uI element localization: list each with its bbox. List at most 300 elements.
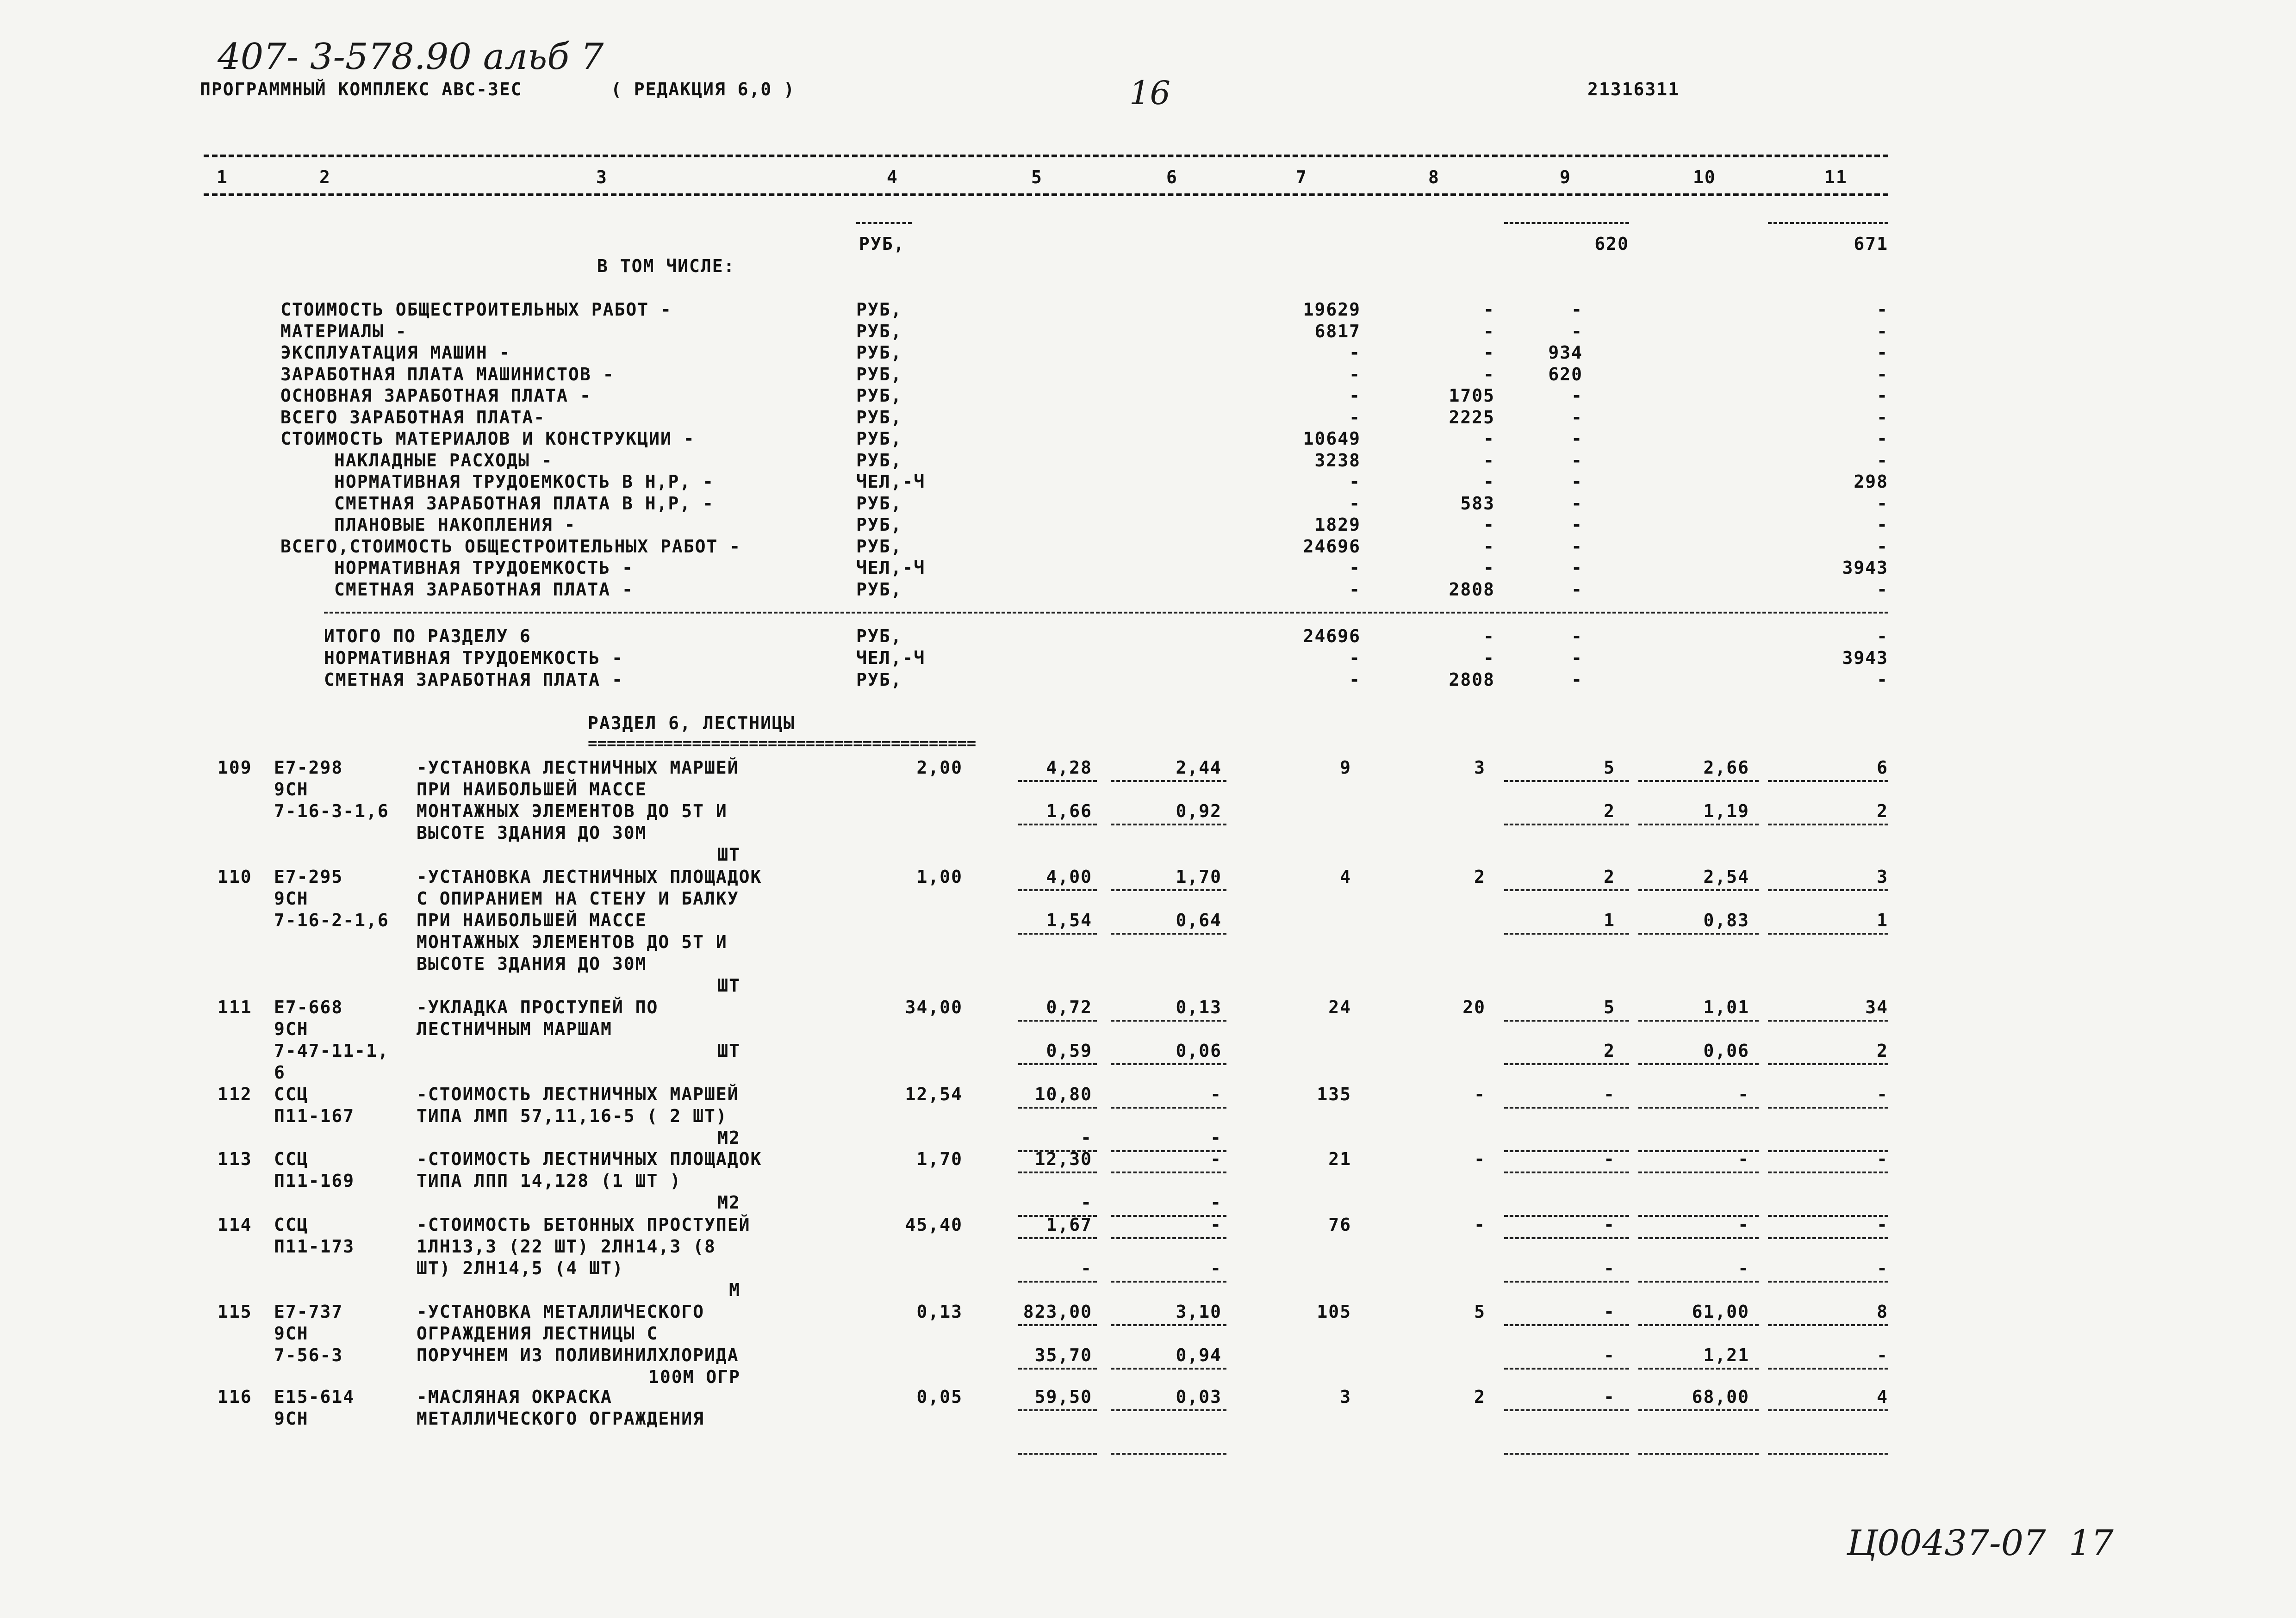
header-rule-bottom	[204, 193, 1888, 196]
summary-row-c8: -	[1483, 450, 1495, 471]
item-description: ПРИ НАИБОЛЬШЕЙ МАССЕ	[417, 779, 647, 800]
item-c5: 4,00	[1046, 867, 1092, 887]
summary-row-c11: -	[1877, 515, 1888, 535]
cell-rule	[1638, 889, 1759, 891]
item-c7: 9	[1340, 757, 1351, 778]
item-code: ССЦ	[274, 1149, 309, 1169]
cell-rule	[1018, 889, 1097, 891]
summary-row-c7: -	[1349, 407, 1361, 428]
cell-rule	[1504, 1107, 1629, 1109]
cell-rule	[1768, 1020, 1888, 1022]
total-row-c9: -	[1571, 626, 1583, 646]
summary-row-c7: 3238	[1314, 450, 1361, 471]
summary-row-c9: -	[1571, 321, 1583, 341]
cell-rule	[1111, 1063, 1226, 1065]
summary-row-c9: -	[1571, 536, 1583, 557]
summary-row-c11: 298	[1854, 471, 1888, 492]
cell-rule	[1018, 1107, 1097, 1109]
item-description: ШТ) 2ЛН14,5 (4 ШТ)	[417, 1258, 624, 1278]
item-description: ВЫСОТЕ ЗДАНИЯ ДО 30М	[417, 823, 647, 843]
item-c5-second: -	[1081, 1128, 1092, 1148]
item-c8: -	[1474, 1084, 1486, 1104]
item-c9: 5	[1604, 997, 1615, 1017]
item-c9: -	[1604, 1149, 1615, 1169]
item-c6-second: 0,94	[1176, 1345, 1222, 1365]
item-code: Е7-298	[274, 757, 343, 778]
item-description: ТИПА ЛПП 14,128 (1 ШТ )	[417, 1171, 682, 1191]
summary-row-c11: 3943	[1842, 558, 1888, 578]
summary-row-c7: 6817	[1314, 321, 1361, 341]
summary-row-label: СМЕТНАЯ ЗАРАБОТНАЯ ПЛАТА В Н,Р, -	[334, 493, 714, 514]
cell-rule	[1111, 1324, 1226, 1326]
item-c9-second: 1	[1604, 910, 1615, 930]
summary-first-c9: 620	[1594, 234, 1629, 254]
col-header: 6	[1166, 167, 1178, 187]
summary-row-c11: -	[1877, 342, 1888, 363]
item-code: П11-167	[274, 1106, 355, 1126]
item-c4: 45,40	[905, 1215, 963, 1235]
summary-row-c7: -	[1349, 342, 1361, 363]
cell-rule	[1504, 1453, 1629, 1455]
item-c5: 59,50	[1034, 1387, 1092, 1407]
item-c11: 6	[1877, 757, 1888, 778]
summary-row-label: СТОИМОСТЬ МАТЕРИАЛОВ И КОНСТРУКЦИИ -	[280, 428, 695, 449]
item-c5: 4,28	[1046, 757, 1092, 778]
item-code: Е7-295	[274, 867, 343, 887]
cell-rule	[1111, 1453, 1226, 1455]
item-c5-second: -	[1081, 1258, 1092, 1278]
item-description: -СТОИМОСТЬ ЛЕСТНИЧНЫХ МАРШЕЙ	[417, 1084, 739, 1104]
item-number: 109	[218, 757, 252, 778]
item-unit: ШТ	[717, 844, 740, 865]
item-c5: 823,00	[1023, 1302, 1092, 1322]
col-header: 2	[319, 167, 331, 187]
item-number: 110	[218, 867, 252, 887]
summary-row-label: НОРМАТИВНАЯ ТРУДОЕМКОСТЬ В Н,Р, -	[334, 471, 714, 492]
item-c11: 4	[1877, 1387, 1888, 1407]
item-c6: -	[1210, 1215, 1222, 1235]
item-description: ТИПА ЛМП 57,11,16-5 ( 2 ШТ)	[417, 1106, 728, 1126]
summary-row-label: НАКЛАДНЫЕ РАСХОДЫ -	[334, 450, 553, 471]
cell-rule	[1638, 1324, 1759, 1326]
summary-row-label: ПЛАНОВЫЕ НАКОПЛЕНИЯ -	[334, 515, 576, 535]
item-c9-second: -	[1604, 1258, 1615, 1278]
summary-row-c7: -	[1349, 364, 1361, 384]
item-c9-second: 2	[1604, 801, 1615, 821]
col-header: 5	[1031, 167, 1043, 187]
item-c11: -	[1877, 1084, 1888, 1104]
item-c5-second: -	[1081, 1192, 1092, 1213]
program-title: ПРОГРАММНЫЙ КОМПЛЕКС АВС-3ЕС	[200, 79, 523, 99]
col-header: 7	[1296, 167, 1307, 187]
item-code: П11-173	[274, 1236, 355, 1257]
cell-rule	[1504, 1063, 1629, 1065]
cell-rule	[1504, 889, 1629, 891]
cell-rule	[1638, 1172, 1759, 1173]
item-c4: 0,13	[916, 1302, 963, 1322]
cell-rule	[1504, 1020, 1629, 1022]
col-header: 1	[217, 167, 228, 187]
item-unit: ШТ	[717, 975, 740, 996]
cell-rule	[1638, 1453, 1759, 1455]
item-c6: -	[1210, 1149, 1222, 1169]
item-c10: 61,00	[1692, 1302, 1749, 1322]
item-c7: 3	[1340, 1387, 1351, 1407]
summary-row-c11: -	[1877, 385, 1888, 406]
cell-rule	[1018, 1409, 1097, 1411]
item-c7: 135	[1317, 1084, 1351, 1104]
cell-rule	[1638, 1281, 1759, 1283]
item-description: -СТОИМОСТЬ БЕТОННЫХ ПРОСТУПЕЙ	[417, 1215, 751, 1235]
item-number: 115	[218, 1302, 252, 1322]
item-code: Е7-668	[274, 997, 343, 1017]
summary-row-label: СТОИМОСТЬ ОБЩЕСТРОИТЕЛЬНЫХ РАБОТ -	[280, 299, 672, 320]
summary-row-c7: 1829	[1314, 515, 1361, 535]
item-c8: 20	[1462, 997, 1486, 1017]
summary-row-c9: -	[1571, 471, 1583, 492]
cell-rule	[1504, 1324, 1629, 1326]
summary-row-unit: РУБ,	[856, 579, 902, 600]
item-description: -СТОИМОСТЬ ЛЕСТНИЧНЫХ ПЛОЩАДОК	[417, 1149, 762, 1169]
summary-row-unit: РУБ,	[856, 342, 902, 363]
summary-row-c7: -	[1349, 558, 1361, 578]
item-code: П11-169	[274, 1171, 355, 1191]
summary-row-c8: -	[1483, 342, 1495, 363]
total-row-c11: -	[1877, 626, 1888, 646]
item-c9-second: -	[1604, 1345, 1615, 1365]
item-code: ССЦ	[274, 1215, 309, 1235]
item-c9-second: 2	[1604, 1041, 1615, 1061]
cell-rule	[1638, 1107, 1759, 1109]
item-c11: 3	[1877, 867, 1888, 887]
cell-rule	[1638, 824, 1759, 825]
item-c5: 1,67	[1046, 1215, 1092, 1235]
summary-row-unit: РУБ,	[856, 321, 902, 341]
item-number: 114	[218, 1215, 252, 1235]
summary-row-label: ВСЕГО,СТОИМОСТЬ ОБЩЕСТРОИТЕЛЬНЫХ РАБОТ -	[280, 536, 741, 557]
cell-rule	[1018, 1368, 1097, 1370]
summary-row-c9: 934	[1548, 342, 1583, 363]
summary-row-c8: -	[1483, 558, 1495, 578]
item-code: 9СН	[274, 779, 309, 800]
item-c5-second: 35,70	[1034, 1345, 1092, 1365]
total-row-unit: ЧЕЛ,-Ч	[856, 648, 926, 668]
item-description: ПОРУЧНЕМ ИЗ ПОЛИВИНИЛХЛОРИДА	[417, 1345, 739, 1365]
summary-row-c9: -	[1571, 407, 1583, 428]
item-c10-second: 0,06	[1703, 1041, 1749, 1061]
item-c7: 105	[1317, 1302, 1351, 1322]
cell-rule	[1111, 824, 1226, 825]
total-row-label: ИТОГО ПО РАЗДЕЛУ 6	[324, 626, 531, 646]
item-c11: -	[1877, 1215, 1888, 1235]
summary-row-unit: РУБ,	[856, 385, 902, 406]
total-row-c9: -	[1571, 648, 1583, 668]
summary-row-c8: -	[1483, 321, 1495, 341]
item-c10: 1,01	[1703, 997, 1749, 1017]
summary-row-c8: -	[1483, 536, 1495, 557]
item-c6-second: -	[1210, 1258, 1222, 1278]
item-c8: 2	[1474, 867, 1486, 887]
summary-row-c8: -	[1483, 299, 1495, 320]
col-header: 9	[1560, 167, 1571, 187]
item-c6: 1,70	[1176, 867, 1222, 887]
summary-row-c9: -	[1571, 515, 1583, 535]
total-row-c8: -	[1483, 626, 1495, 646]
col-header: 10	[1693, 167, 1716, 187]
item-description: МОНТАЖНЫХ ЭЛЕМЕНТОВ ДО 5Т И	[417, 932, 728, 952]
item-c8: 5	[1474, 1302, 1486, 1322]
item-c6-second: 0,92	[1176, 801, 1222, 821]
item-c7: 24	[1328, 997, 1351, 1017]
cell-rule	[1018, 1172, 1097, 1173]
summary-row-c11: -	[1877, 407, 1888, 428]
summary-row-c8: -	[1483, 428, 1495, 449]
item-code: 7-56-3	[274, 1345, 343, 1365]
cell-rule	[1111, 1409, 1226, 1411]
item-c8: 3	[1474, 757, 1486, 778]
cell-rule	[1768, 1368, 1888, 1370]
summary-row-c7: -	[1349, 493, 1361, 514]
item-unit: ШТ	[717, 1041, 740, 1061]
summary-row-c8: -	[1483, 515, 1495, 535]
item-description: ВЫСОТЕ ЗДАНИЯ ДО 30М	[417, 954, 647, 974]
summary-row-c11: -	[1877, 450, 1888, 471]
item-c4: 34,00	[905, 997, 963, 1017]
item-c5-second: 1,66	[1046, 801, 1092, 821]
cell-rule	[1111, 933, 1226, 935]
summary-row-label: ЗАРАБОТНАЯ ПЛАТА МАШИНИСТОВ -	[280, 364, 615, 384]
item-code: 7-16-3-1,6	[274, 801, 389, 821]
item-c9: 2	[1604, 867, 1615, 887]
summary-row-c8: 2808	[1449, 579, 1495, 600]
summary-row-c11: -	[1877, 428, 1888, 449]
cell-rule	[1638, 1063, 1759, 1065]
cell-rule	[1111, 889, 1226, 891]
item-c10: -	[1738, 1149, 1749, 1169]
item-number: 112	[218, 1084, 252, 1104]
item-c11: 8	[1877, 1302, 1888, 1322]
summary-row-c7: 10649	[1303, 428, 1361, 449]
cell-rule	[1018, 824, 1097, 825]
item-c10-second: 0,83	[1703, 910, 1749, 930]
summary-row-unit: РУБ,	[856, 493, 902, 514]
item-code: Е15-614	[274, 1387, 355, 1407]
item-c5: 10,80	[1034, 1084, 1092, 1104]
summary-row-c7: -	[1349, 471, 1361, 492]
cell-rule	[1638, 1368, 1759, 1370]
item-c11-second: 2	[1877, 1041, 1888, 1061]
summary-row-label: МАТЕРИАЛЫ -	[280, 321, 407, 341]
item-c6: 2,44	[1176, 757, 1222, 778]
item-description: -УСТАНОВКА МЕТАЛЛИЧЕСКОГО	[417, 1302, 704, 1322]
summary-row-unit: РУБ,	[856, 428, 902, 449]
item-description: МОНТАЖНЫХ ЭЛЕМЕНТОВ ДО 5Т И	[417, 801, 728, 821]
cell-rule	[1504, 824, 1629, 825]
cell-rule	[1768, 889, 1888, 891]
item-c4: 1,70	[916, 1149, 963, 1169]
summary-row-c9: -	[1571, 579, 1583, 600]
cell-rule	[1111, 1107, 1226, 1109]
summary-row-unit: ЧЕЛ,-Ч	[856, 471, 926, 492]
summary-row-c7: -	[1349, 385, 1361, 406]
item-code: 9СН	[274, 1408, 309, 1429]
total-row-label: НОРМАТИВНАЯ ТРУДОЕМКОСТЬ -	[324, 648, 623, 668]
item-c11-second: 1	[1877, 910, 1888, 930]
item-code: 9СН	[274, 888, 309, 909]
item-c11: 34	[1865, 997, 1888, 1017]
handwritten-doc-code: 407- 3-578.90 альб 7	[218, 36, 604, 78]
summary-row-unit: РУБ,	[856, 515, 902, 535]
column-header-row	[0, 167, 2296, 190]
total-row-c7: 24696	[1303, 626, 1361, 646]
total-row-c11: -	[1877, 670, 1888, 690]
total-row-c11: 3943	[1842, 648, 1888, 668]
handwritten-page-number: 16	[1129, 74, 1171, 112]
item-c6-second: -	[1210, 1192, 1222, 1213]
cell-rule	[1504, 1281, 1629, 1283]
summary-row-label: ВСЕГО ЗАРАБОТНАЯ ПЛАТА-	[280, 407, 546, 428]
item-c11-second: -	[1877, 1345, 1888, 1365]
cell-rule	[1768, 1063, 1888, 1065]
item-c6: -	[1210, 1084, 1222, 1104]
summary-row-c11: -	[1877, 579, 1888, 600]
item-c10: -	[1738, 1215, 1749, 1235]
item-code: 6	[274, 1062, 286, 1083]
item-c9: -	[1604, 1387, 1615, 1407]
cell-rule	[1018, 780, 1097, 782]
item-description: -УСТАНОВКА ЛЕСТНИЧНЫХ МАРШЕЙ	[417, 757, 739, 778]
summary-row-c8: -	[1483, 471, 1495, 492]
summary-row-label: НОРМАТИВНАЯ ТРУДОЕМКОСТЬ -	[334, 558, 634, 578]
item-c6-second: 0,64	[1176, 910, 1222, 930]
col-header: 4	[887, 167, 898, 187]
item-c5-second: 0,59	[1046, 1041, 1092, 1061]
cell-rule	[1638, 933, 1759, 935]
item-code: Е7-737	[274, 1302, 343, 1322]
summary-row-unit: РУБ,	[856, 364, 902, 384]
summary-row-c9: -	[1571, 493, 1583, 514]
item-c10: 68,00	[1692, 1387, 1749, 1407]
item-c8: -	[1474, 1149, 1486, 1169]
summary-row-c11: -	[1877, 536, 1888, 557]
col-header: 11	[1824, 167, 1848, 187]
cell-rule	[1768, 1107, 1888, 1109]
cell-rule	[1504, 1409, 1629, 1411]
total-row-unit: РУБ,	[856, 626, 902, 646]
col11-overline	[1768, 222, 1888, 224]
cell-rule	[1768, 824, 1888, 825]
item-c7: 4	[1340, 867, 1351, 887]
total-row-c7: -	[1349, 670, 1361, 690]
item-c7: 76	[1328, 1215, 1351, 1235]
cell-rule	[1768, 933, 1888, 935]
item-code: ССЦ	[274, 1084, 309, 1104]
summary-row-label: ОСНОВНАЯ ЗАРАБОТНАЯ ПЛАТА -	[280, 385, 591, 406]
cell-rule	[1768, 1409, 1888, 1411]
item-c8: -	[1474, 1215, 1486, 1235]
summary-row-c7: 24696	[1303, 536, 1361, 557]
item-description: -МАСЛЯНАЯ ОКРАСКА	[417, 1387, 612, 1407]
item-c6-second: -	[1210, 1128, 1222, 1148]
item-c10: -	[1738, 1084, 1749, 1104]
cell-rule	[1018, 1237, 1097, 1239]
cell-rule	[1638, 780, 1759, 782]
item-code: 9СН	[274, 1323, 309, 1344]
item-number: 113	[218, 1149, 252, 1169]
item-code: 7-16-2-1,6	[274, 910, 389, 930]
cell-rule	[1638, 1237, 1759, 1239]
item-description: ОГРАЖДЕНИЯ ЛЕСТНИЦЫ С	[417, 1323, 659, 1344]
total-separator	[324, 612, 1888, 614]
cell-rule	[1504, 780, 1629, 782]
item-unit: М2	[717, 1128, 740, 1148]
item-c6-second: 0,06	[1176, 1041, 1222, 1061]
summary-row-c7: 19629	[1303, 299, 1361, 320]
item-c11-second: 2	[1877, 801, 1888, 821]
item-c7: 21	[1328, 1149, 1351, 1169]
cell-rule	[1638, 1020, 1759, 1022]
item-description: МЕТАЛЛИЧЕСКОГО ОГРАЖДЕНИЯ	[417, 1408, 704, 1429]
summary-row-c11: -	[1877, 364, 1888, 384]
cell-rule	[1111, 1368, 1226, 1370]
cell-rule	[1504, 1172, 1629, 1173]
item-number: 111	[218, 997, 252, 1017]
summary-row-c9: 620	[1548, 364, 1583, 384]
item-c10-second: -	[1738, 1258, 1749, 1278]
summary-row-c11: -	[1877, 321, 1888, 341]
cell-rule	[1111, 1172, 1226, 1173]
item-c6: 0,03	[1176, 1387, 1222, 1407]
summary-row-c8: 583	[1460, 493, 1495, 514]
item-c5-second: 1,54	[1046, 910, 1092, 930]
summary-row-c8: -	[1483, 364, 1495, 384]
item-c4: 0,05	[916, 1387, 963, 1407]
item-c10-second: 1,19	[1703, 801, 1749, 821]
item-c9: -	[1604, 1302, 1615, 1322]
summary-row-label: ЭКСПЛУАТАЦИЯ МАШИН -	[280, 342, 511, 363]
item-description: -УКЛАДКА ПРОСТУПЕЙ ПО	[417, 997, 659, 1017]
cell-rule	[1018, 933, 1097, 935]
col-header: 8	[1428, 167, 1440, 187]
item-c5: 0,72	[1046, 997, 1092, 1017]
item-c10: 2,66	[1703, 757, 1749, 778]
cell-rule	[1111, 780, 1226, 782]
doc-number: 21316311	[1587, 79, 1680, 99]
cell-rule	[1768, 1281, 1888, 1283]
edition-label: ( РЕДАКЦИЯ 6,0 )	[611, 79, 796, 99]
item-c11-second: -	[1877, 1258, 1888, 1278]
cell-rule	[1768, 1172, 1888, 1173]
handwritten-footer-code: Ц00437-07	[1847, 1522, 2046, 1563]
item-description: 1ЛН13,3 (22 ШТ) 2ЛН14,3 (8	[417, 1236, 716, 1257]
cell-rule	[1504, 933, 1629, 935]
item-code: 9СН	[274, 1019, 309, 1039]
summary-row-c9: -	[1571, 299, 1583, 320]
summary-row-unit: РУБ,	[856, 407, 902, 428]
item-c6: 3,10	[1176, 1302, 1222, 1322]
summary-row-unit: РУБ,	[856, 299, 902, 320]
summary-row-c9: -	[1571, 450, 1583, 471]
summary-row-c11: -	[1877, 299, 1888, 320]
item-c9: 5	[1604, 757, 1615, 778]
total-row-c8: 2808	[1449, 670, 1495, 690]
summary-row-c7: -	[1349, 579, 1361, 600]
item-c4: 1,00	[916, 867, 963, 887]
header-rule-top	[204, 155, 1888, 157]
cell-rule	[1018, 1020, 1097, 1022]
item-c4: 2,00	[916, 757, 963, 778]
item-c11: -	[1877, 1149, 1888, 1169]
